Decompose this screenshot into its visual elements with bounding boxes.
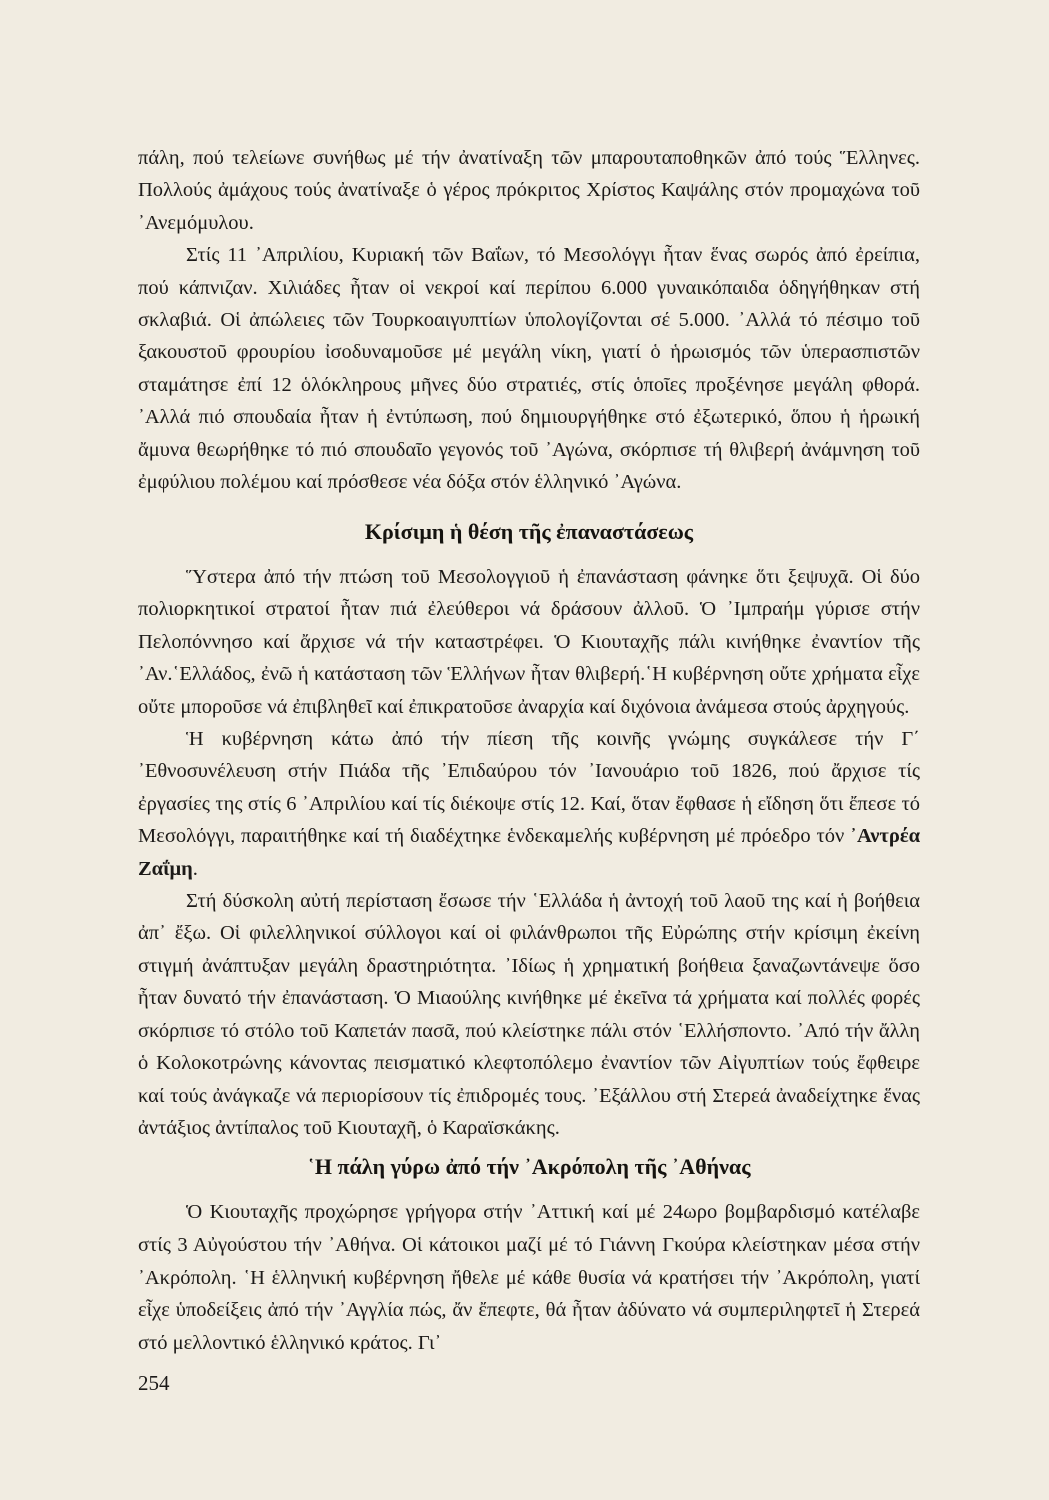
page-number: 254 [138,1371,170,1395]
section-heading-acropolis-struggle: ῾Η πάλη γύρω ἀπό τήν ᾿Ακρόπολη τῆς ᾿Αθήνας [307,1154,751,1179]
assembly-text: Ἡ κυβέρνηση κάτω ἀπό τήν πίεση τῆς κοινῆς γνώμης συγκάλεσε τήν Γ΄ ᾿Εθνοσυνέλευση στήν Πιάδα τῆς ᾿Επιδαύρου τόν ᾿Ιανουάριο τοῦ 1826, πού ἄρχισε τίς ἐργασίες της στίς 6 ᾿Απριλίου καί τίς διέκοψε στίς 12. Καί, ὅταν ἔφθασε ἡ εἴδηση ὅτι ἔπεσε τό Μεσολόγγι, παραιτήθηκε καί τή διαδέχτηκε ἑνδεκαμελής κυβέρνηση μέ πρόεδρο τόν [138,728,920,848]
zaimis-name: ᾿Αντρέα Ζαΐμη [138,825,921,880]
assembly-end: . [192,857,198,880]
section-revolution-text [138,561,920,1144]
paragraph-revolution-fading: Ὕστερα ἀπό τήν πτώση τοῦ Μεσολογγιοῦ ἡ ἐπανάσταση φάνηκε ὅτι ξεψυχᾶ. Οἱ δύο πολιορκητικοί στρατοί ἦταν πιά ἐλεύθεροι νά δράσουν ἀλλοῦ. Ὁ ᾿Ιμπραήμ γύρισε στήν Πελοπόννησο καί ἄρχισε νά τήν καταστρέφει. Ὁ Κιουταχῆς πάλι κινήθηκε ἐναντίον τῆς ᾿Αν.῾Ελλάδος, ἐνῶ ἡ κατάσταση τῶν Ἑλλήνων ἦταν θλιβερή.῾Η κυβέρνηση οὔτε χρήματα εἶχε οὔτε μποροῦσε νά ἐπιβληθεῖ καί ἐπικρατοῦσε ἀναρχία καί διχόνοια ἀνάμεσα στούς ἀρχηγούς. [138,566,920,718]
paragraph-fall-of-mesolongi: Στίς 11 ᾿Απριλίου, Κυριακή τῶν Βαΐων, τό Μεσολόγγι ἦταν ἕνας σωρός ἀπό ἐρείπια, πού κάπνιζαν. Χιλιάδες ἦταν οἱ νεκροί καί περίπου 6.000 γυναικόπαιδα ὁδηγήθηκαν στή σκλαβιά. Οἱ ἀπώλειες τῶν Τουρκοαιγυπτίων ὑπολογίζονται σέ 5.000. ᾿Αλλά τό πέσιμο τοῦ ξακουστοῦ φρουρίου ἰσοδυναμοῦσε μέ μεγάλη νίκη, γιατί ὁ ἡρωισμός τῶν ὑπερασπιστῶν σταμάτησε ἐπί 12 ὁλόκληρους μῆνες δύο στρατιές, στίς ὁποῖες προξένησε μεγάλη φθορά. ᾿Αλλά πιό σπουδαία ἦταν ἡ ἐντύπωση, πού δημιουργήθηκε στό ἐξωτερικό, ὅπου ἡ ἡρωική ἄμυνα θεωρήθηκε τό πιό σπουδαῖο γεγονός τοῦ ᾿Αγώνα, σκόρπισε τή θλιβερή ἀνάμνηση τοῦ ἐμφύλιου πολέμου καί πρόσθεσε νέα δόξα στόν ἑλληνικό ᾿Αγώνα. [138,244,920,494]
paragraph-kioutahis-attica: Ὁ Κιουταχῆς προχώρησε γρήγορα στήν ᾿Αττική καί μέ 24ωρο βομβαρδισμό κατέλαβε στίς 3 Αὐγούστου τήν ᾿Αθήνα. Οἱ κάτοικοι μαζί μέ τό Γιάννη Γκούρα κλείστηκαν μέσα στήν ᾿Ακρόπολη. ῾Η ἑλληνική κυβέρνηση ἤθελε μέ κάθε θυσία νά κρατήσει τήν ᾿Ακρόπολη, γιατί εἶχε ὑποδείξεις ἀπό τήν ᾿Αγγλία πώς, ἄν ἔπεφτε, θά ἦταν ἀδύνατο νά συμπεριληφτεῖ ἡ Στερεά στό μελλοντικό ἑλληνικό κράτος. Γι᾿ [138,1201,920,1355]
paragraph-national-assembly [138,723,920,885]
section-heading-critical-position: Κρίσιμη ἡ θέση τῆς ἐπαναστάσεως [364,519,694,544]
section-mesolongi-text [138,142,920,498]
section-acropolis-text [138,1196,920,1360]
paragraph-foreign-aid: Στή δύσκολη αὐτή περίσταση ἔσωσε τήν ῾Ελλάδα ἡ ἀντοχή τοῦ λαοῦ της καί ἡ βοήθεια ἀπ᾿ ἔξω. Οἱ φιλελληνικοί σύλλογοι καί οἱ φιλάνθρωποι τῆς Εὐρώπης στήν κρίσιμη ἐκείνη στιγμή ἀνάπτυξαν μεγάλη δραστηριότητα. ᾿Ιδίως ἡ χρηματική βοήθεια ξαναζωντάνεψε ὅσο ἦταν δυνατό τήν ἐπανάσταση. Ὁ Μιαούλης κινήθηκε μέ ἐκεῖνα τά χρήματα καί πολλές φορές σκόρπισε τό στόλο τοῦ Καπετάν πασᾶ, πού κλείστηκε πάλι στόν ῾Ελλήσποντο. ᾿Από τήν ἄλλη ὁ Κολοκοτρώνης κάνοντας πεισματικό κλεφτοπόλεμο ἐναντίον τῶν Αἰγυπτίων τούς ἔφθειρε καί τούς ἀνάγκαζε νά περιορίσουν τίς ἐπιδρομές τους. ᾿Εξάλλου στή Στερεά ἀναδείχτηκε ἕνας ἀντάξιος ἀντίπαλος τοῦ Κιουταχῆ, ὁ Καραϊσκάκης. [138,890,920,1139]
paragraph-continued: πάλη, πού τελείωνε συνήθως μέ τήν ἀνατίναξη τῶν μπαρουταποθηκῶν ἀπό τούς Ἕλληνες. Πολλούς ἀμάχους τούς ἀνατίναξε ὁ γέρος πρόκριτος Χρίστος Καψάλης στόν προμαχώνα τοῦ ᾿Ανεμόμυλου. [138,147,920,234]
